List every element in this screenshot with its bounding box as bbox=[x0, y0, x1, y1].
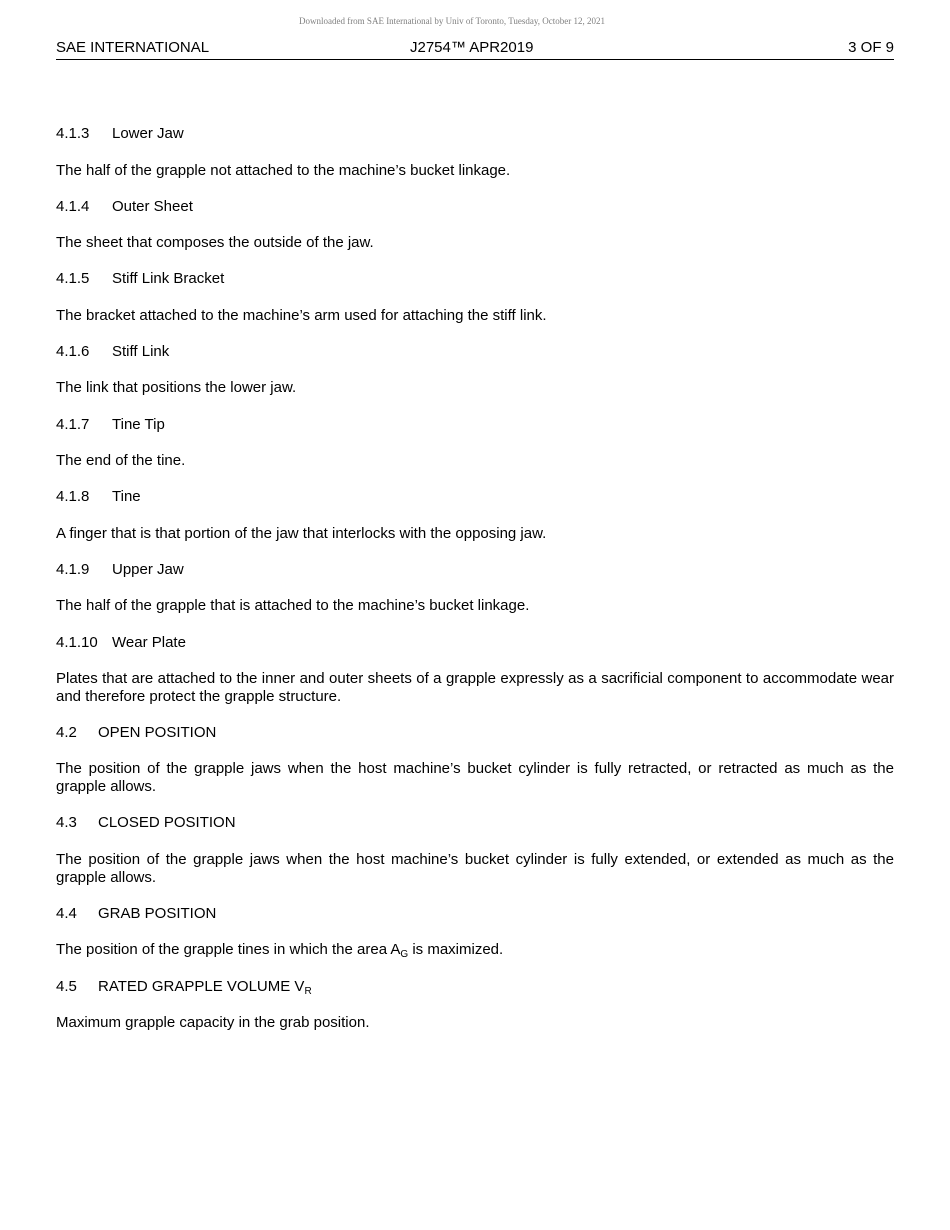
section-heading bbox=[56, 905, 894, 923]
header-document-id: J2754™ APR2019 bbox=[410, 39, 534, 56]
section-heading bbox=[56, 561, 894, 579]
section-title: Lower Jaw bbox=[112, 125, 184, 142]
section-paragraph: The position of the grapple jaws when the host machine’s bucket cylinder is fully extended, or extended as much as the grapple allows. bbox=[56, 851, 894, 886]
section-heading bbox=[56, 814, 894, 832]
download-watermark: Downloaded from SAE International by Univ of Toronto, Tuesday, October 12, 2021 bbox=[298, 16, 606, 26]
section-title: Outer Sheet bbox=[112, 198, 193, 215]
section-paragraph: A finger that is that portion of the jaw that interlocks with the opposing jaw. bbox=[56, 525, 547, 542]
section-number: 4.1.10 bbox=[56, 634, 98, 651]
section-title: Tine Tip bbox=[112, 416, 165, 433]
header-page-number: 3 OF 9 bbox=[848, 39, 894, 56]
section-paragraph: The end of the tine. bbox=[56, 452, 186, 469]
header-organization: SAE INTERNATIONAL bbox=[56, 39, 210, 56]
section-title: RATED GRAPPLE VOLUME V bbox=[98, 978, 305, 995]
paragraph-text: The position of the grapple tines in which the area A bbox=[56, 941, 401, 958]
section-title: Stiff Link Bracket bbox=[112, 270, 225, 287]
section-number: 4.1.5 bbox=[56, 270, 90, 287]
section-heading bbox=[56, 198, 894, 216]
section-number: 4.1.3 bbox=[56, 125, 90, 142]
section-number: 4.2 bbox=[56, 724, 77, 741]
section-number: 4.4 bbox=[56, 905, 77, 922]
section-title: OPEN POSITION bbox=[98, 724, 217, 741]
section-title: Stiff Link bbox=[112, 343, 170, 360]
section-number: 4.1.7 bbox=[56, 416, 90, 433]
section-number: 4.1.9 bbox=[56, 561, 90, 578]
section-title: Wear Plate bbox=[112, 634, 186, 651]
section-title: Tine bbox=[112, 488, 141, 505]
section-number: 4.3 bbox=[56, 814, 77, 831]
section-heading bbox=[56, 125, 894, 143]
volume-subscript: R bbox=[304, 986, 312, 997]
section-heading bbox=[56, 724, 894, 742]
section-paragraph: The bracket attached to the machine’s arm used for attaching the stiff link. bbox=[56, 307, 547, 324]
section-paragraph: The half of the grapple that is attached to the machine’s bucket linkage. bbox=[56, 597, 530, 614]
area-subscript: G bbox=[400, 949, 409, 960]
section-number: 4.1.6 bbox=[56, 343, 90, 360]
section-title: Upper Jaw bbox=[112, 561, 184, 578]
section-heading bbox=[56, 416, 894, 434]
section-paragraph: The sheet that composes the outside of the jaw. bbox=[56, 234, 374, 251]
page-header bbox=[56, 38, 894, 60]
section-paragraph: Plates that are attached to the inner and outer sheets of a grapple expressly as a sacrificial component to accommodate wear and therefore protect the grapple structure. bbox=[56, 670, 894, 705]
section-title: CLOSED POSITION bbox=[98, 814, 236, 831]
section-paragraph: Maximum grapple capacity in the grab position. bbox=[56, 1014, 370, 1031]
section-paragraph: The position of the grapple jaws when the host machine’s bucket cylinder is fully retracted, or retracted as much as the grapple allows. bbox=[56, 760, 894, 795]
section-heading bbox=[56, 270, 894, 288]
section-heading bbox=[56, 488, 894, 506]
section-heading bbox=[56, 978, 894, 996]
section-paragraph: The half of the grapple not attached to the machine’s bucket linkage. bbox=[56, 162, 511, 179]
section-heading bbox=[56, 634, 894, 652]
section-paragraph: The link that positions the lower jaw. bbox=[56, 379, 297, 396]
section-paragraph bbox=[56, 941, 894, 959]
section-title: GRAB POSITION bbox=[98, 905, 217, 922]
section-number: 4.1.8 bbox=[56, 488, 90, 505]
section-heading bbox=[56, 343, 894, 361]
paragraph-text: is maximized. bbox=[408, 941, 504, 958]
section-number: 4.1.4 bbox=[56, 198, 90, 215]
section-number: 4.5 bbox=[56, 978, 77, 995]
